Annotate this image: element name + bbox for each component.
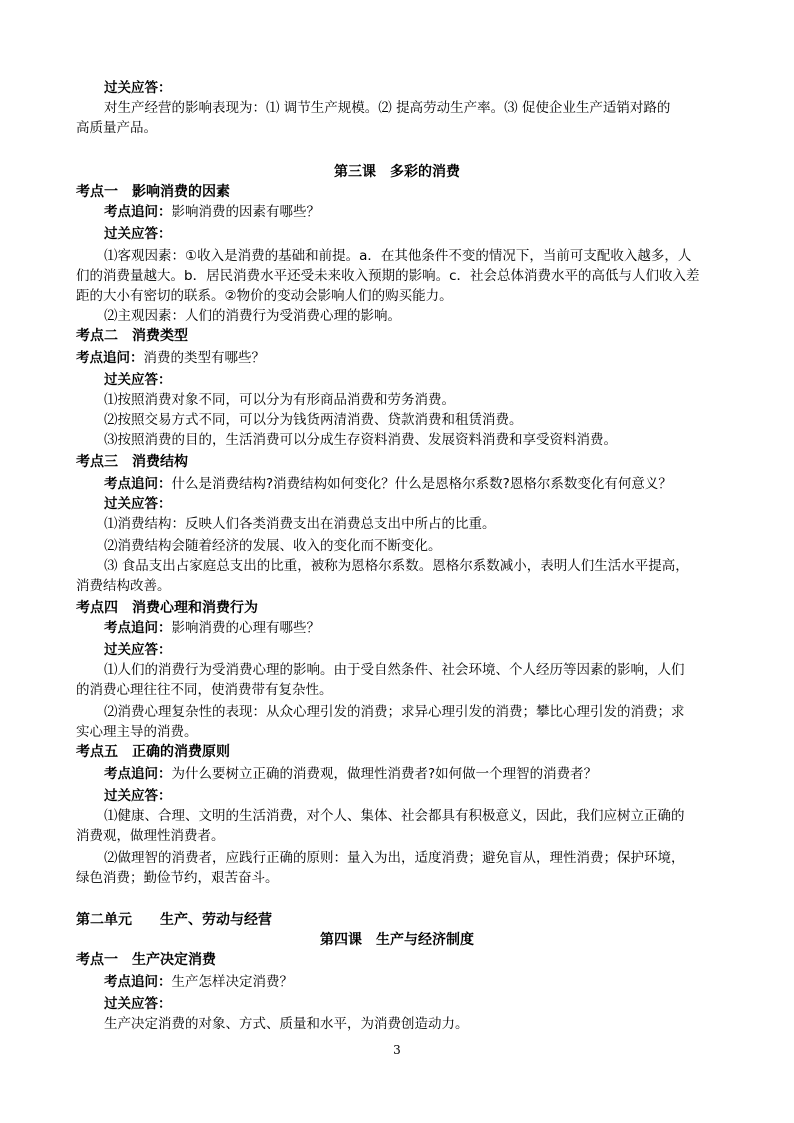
line-text: 考点追问： bbox=[104, 620, 172, 636]
line-text: ⑵消费心理复杂性的表现：从众心理引发的消费；求异心理引发的消费；攀比心理引发的消费；求 bbox=[104, 704, 685, 720]
text-line bbox=[104, 224, 172, 244]
line-text: ⑶ 食品支出占家庭总支出的比重，被称为恩格尔系数。恩格尔系数减小，表明人们生活水平提高， bbox=[104, 558, 689, 574]
line-text: ⑴健康、合理、文明的生活消费，对个人、集体、社会都具有积极意义，因此，我们应树立正确的 bbox=[104, 808, 685, 824]
line-text: 的消费心理往往不同，使消费带有复杂性。 bbox=[76, 682, 333, 698]
text-line bbox=[76, 348, 265, 368]
text-line bbox=[76, 826, 225, 846]
line-text: 考点五 正确的消费原则 bbox=[76, 744, 230, 760]
text-line bbox=[76, 326, 188, 346]
text-line bbox=[76, 452, 188, 472]
line-text: 生产决定消费的对象、方式、质量和水平，为消费创造动力。 bbox=[104, 1016, 469, 1032]
text-line bbox=[104, 972, 293, 992]
line-text: 考点二 消费类型 bbox=[76, 328, 188, 344]
line-text: 过关应答： bbox=[104, 496, 172, 512]
line-text: ⑵做理智的消费者，应践行正确的原则：量入为出，适度消费；避免盲从，理性消费；保护环境， bbox=[104, 850, 685, 866]
text-line bbox=[76, 182, 230, 202]
line-text: 们的消费量越大。b．居民消费水平还受未来收入预期的影响。c．社会总体消费水平的高低与人们收入差 bbox=[76, 268, 700, 284]
line-text: 第二单元 生产、劳动与经营 bbox=[76, 912, 272, 928]
line-text: 考点一 生产决定消费 bbox=[76, 952, 216, 968]
text-line bbox=[104, 848, 685, 868]
line-text: 过关应答： bbox=[104, 226, 172, 242]
line-text: ⑴按照消费对象不同，可以分为有形商品消费和劳务消费。 bbox=[104, 392, 455, 408]
line-text: 考点三 消费结构 bbox=[76, 454, 188, 470]
text-line bbox=[76, 950, 216, 970]
line-text: 考点追问： bbox=[104, 766, 172, 782]
text-line bbox=[104, 474, 672, 494]
line-text: ⑴客观因素：①收入是消费的基础和前提。a．在其他条件不变的情况下，当前可支配收入越多，人 bbox=[104, 248, 692, 264]
line-text: 考点追问： bbox=[104, 974, 172, 990]
line-text: 考点追问： bbox=[76, 350, 144, 366]
text-line bbox=[76, 266, 700, 286]
line-text: ⑴消费结构：反映人们各类消费支出在消费总支出中所占的比重。 bbox=[104, 516, 496, 532]
line-text: 距的大小有密切的联系。②物价的变动会影响人们的购买能力。 bbox=[76, 288, 453, 304]
question-text: 消费的类型有哪些？ bbox=[143, 350, 265, 366]
question-text: 为什么要树立正确的消费观，做理性消费者?如何做一个理智的消费者？ bbox=[171, 766, 598, 782]
line-text: 考点追问： bbox=[104, 204, 172, 220]
text-line bbox=[104, 494, 172, 514]
text-line bbox=[76, 286, 453, 306]
text-line bbox=[104, 78, 172, 98]
text-line bbox=[104, 640, 172, 660]
text-line bbox=[76, 868, 279, 888]
text-line bbox=[0, 930, 794, 950]
question-text: 影响消费的心理有哪些？ bbox=[171, 620, 320, 636]
text-line bbox=[104, 806, 685, 826]
line-text: 过关应答： bbox=[104, 642, 172, 658]
text-line bbox=[104, 514, 496, 534]
line-text: 实心理主导的消费。 bbox=[76, 724, 198, 740]
text-line bbox=[76, 742, 230, 762]
text-line bbox=[0, 162, 794, 182]
text-line bbox=[104, 786, 172, 806]
text-line bbox=[76, 722, 198, 742]
line-text: 考点一 影响消费的因素 bbox=[76, 184, 230, 200]
line-text: 过关应答： bbox=[104, 996, 172, 1012]
line-text: ⑴人们的消费行为受消费心理的影响。由于受自然条件、社会环境、个人经历等因素的影响，人们 bbox=[104, 662, 685, 678]
text-line bbox=[76, 576, 171, 596]
line-text: ⑵按照交易方式不同，可以分为钱货两清消费、贷款消费和租赁消费。 bbox=[104, 412, 523, 428]
line-text: 过关应答： bbox=[104, 372, 172, 388]
page-number: 3 bbox=[393, 1043, 401, 1057]
text-line bbox=[104, 202, 320, 222]
text-line bbox=[104, 246, 691, 266]
text-line bbox=[104, 98, 670, 118]
text-line bbox=[104, 618, 320, 638]
text-line bbox=[76, 680, 333, 700]
line-text: ⑵主观因素：人们的消费行为受消费心理的影响。 bbox=[104, 308, 401, 324]
line-text: 消费观，做理性消费者。 bbox=[76, 828, 225, 844]
text-line bbox=[104, 556, 689, 576]
line-text: 考点四 消费心理和消费行为 bbox=[76, 600, 258, 616]
line-text: 第三课 多彩的消费 bbox=[334, 164, 460, 180]
text-line bbox=[104, 390, 455, 410]
text-line bbox=[104, 536, 442, 556]
line-text: 对生产经营的影响表现为：⑴ 调节生产规模。⑵ 提高劳动生产率。⑶ 促使企业生产适销对路的 bbox=[104, 100, 671, 116]
line-text: ⑵消费结构会随着经济的发展、收入的变化而不断变化。 bbox=[104, 538, 442, 554]
text-line bbox=[76, 118, 157, 138]
text-line bbox=[76, 598, 258, 618]
text-line bbox=[104, 994, 172, 1014]
line-text: 考点追问： bbox=[104, 476, 172, 492]
line-text: 高质量产品。 bbox=[76, 120, 157, 136]
text-line bbox=[104, 430, 617, 450]
line-text: ⑶按照消费的目的，生活消费可以分成生存资料消费、发展资料消费和享受资料消费。 bbox=[104, 432, 617, 448]
question-text: 什么是消费结构?消费结构如何变化？什么是恩格尔系数?恩格尔系数变化有何意义？ bbox=[171, 476, 672, 492]
question-text: 影响消费的因素有哪些？ bbox=[171, 204, 320, 220]
text-line bbox=[76, 910, 272, 930]
text-line bbox=[104, 764, 597, 784]
text-line bbox=[104, 1014, 469, 1034]
line-text: 第四课 生产与经济制度 bbox=[320, 932, 474, 948]
text-line bbox=[104, 702, 685, 722]
text-line bbox=[104, 410, 523, 430]
line-text: 绿色消费；勤俭节约，艰苦奋斗。 bbox=[76, 870, 279, 886]
line-text: 过关应答： bbox=[104, 788, 172, 804]
text-line bbox=[104, 660, 685, 680]
text-line bbox=[104, 370, 172, 390]
line-text: 消费结构改善。 bbox=[76, 578, 171, 594]
line-text: 过关应答： bbox=[104, 80, 172, 96]
text-line bbox=[104, 306, 401, 326]
question-text: 生产怎样决定消费？ bbox=[171, 974, 293, 990]
